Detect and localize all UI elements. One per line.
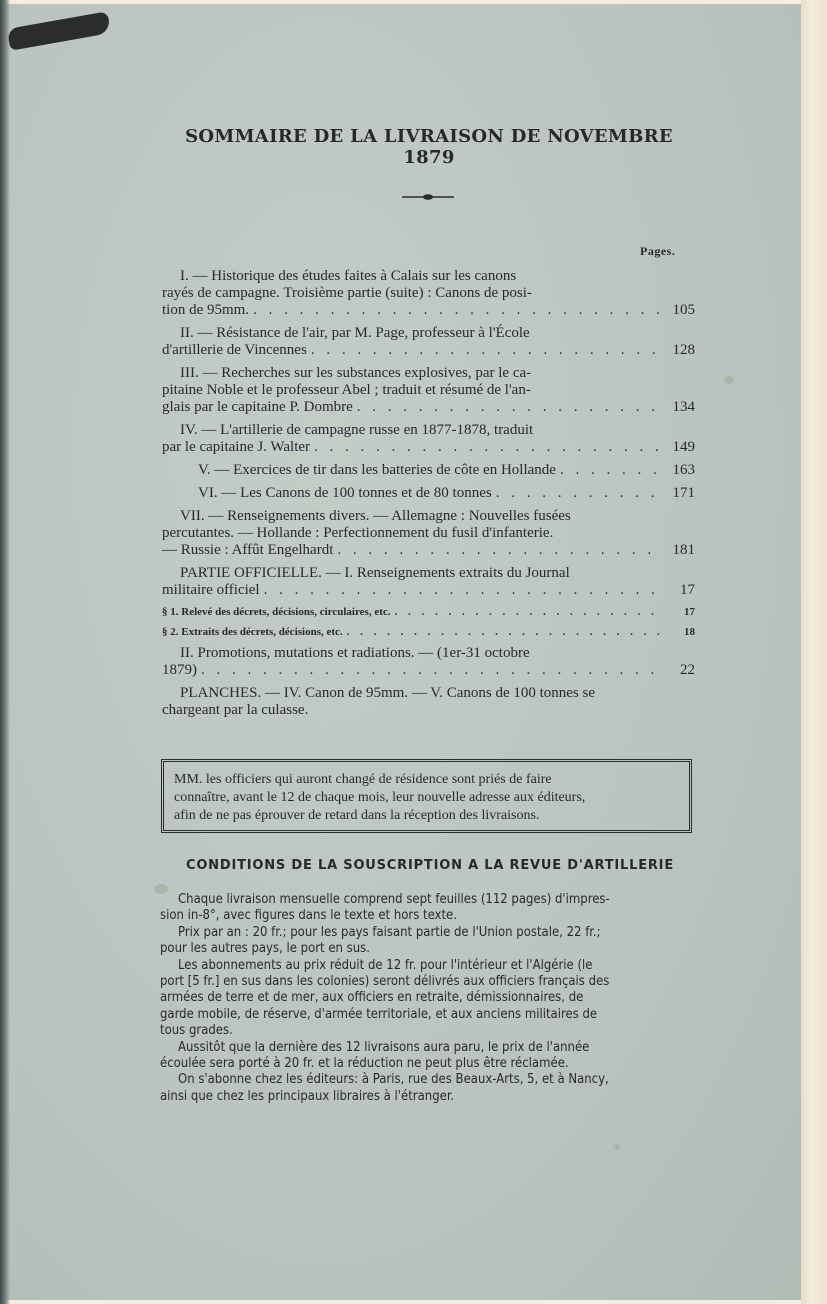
dot-leader — [347, 625, 659, 639]
toc-page-number: 149 — [672, 439, 695, 455]
toc-entry — [162, 625, 695, 639]
table-of-contents — [162, 268, 695, 725]
conditions-body — [160, 892, 695, 1105]
dot-leader — [357, 399, 659, 416]
toc-entry — [162, 508, 695, 559]
dot-leader — [253, 302, 659, 319]
conditions-paragraph — [160, 892, 695, 925]
conditions-line: garde mobile, de réserve, d'armée territoriale, et aux anciens militaires de — [160, 1006, 598, 1022]
conditions-paragraph — [160, 958, 695, 1040]
toc-entry-text: pitaine Noble et le professeur Abel ; traduit et résumé de l'an- — [162, 382, 531, 398]
toc-entry — [162, 462, 695, 479]
conditions-paragraph — [160, 1072, 695, 1105]
toc-entry-text: VI. — Les Canons de 100 tonnes et de 80 tonnes — [198, 485, 492, 501]
toc-entry-text: militaire officiel — [162, 582, 260, 598]
toc-entry-text: VII. — Renseignements divers. — Allemagne : Nouvelles fusées — [180, 508, 571, 524]
toc-page-number: 22 — [680, 662, 695, 678]
notice-line: afin de ne pas éprouver de retard dans la réception des livraisons. — [174, 808, 540, 823]
toc-entry-text: § 1. Relevé des décrets, décisions, circulaires, etc. — [162, 606, 391, 618]
toc-page-number: 163 — [672, 462, 695, 478]
toc-entry — [162, 605, 695, 619]
conditions-line: tous grades. — [160, 1023, 233, 1039]
toc-page-number: 17 — [684, 606, 695, 618]
page-binding-shadow — [0, 0, 10, 1304]
toc-entry-text: percutantes. — Hollande : Perfectionnement du fusil d'infanterie. — [162, 525, 554, 541]
toc-entry — [162, 325, 695, 359]
dot-leader — [311, 342, 659, 359]
toc-page-number: 105 — [672, 302, 695, 318]
notice-line: MM. les officiers qui auront changé de résidence sont priés de faire — [174, 772, 552, 787]
toc-entry — [162, 485, 695, 502]
conditions-line: Prix par an : 20 fr.; pour les pays faisant partie de l'Union postale, 22 fr.; — [178, 924, 601, 940]
toc-entry-text: par le capitaine J. Walter — [162, 439, 311, 455]
toc-entry — [162, 268, 695, 319]
conditions-line: Aussitôt que la dernière des 12 livraisons aura paru, le prix de l'année — [178, 1039, 590, 1055]
toc-entry-text: IV. — L'artillerie de campagne russe en 1877-1878, traduit — [180, 422, 534, 438]
toc-entry-text: rayés de campagne. Troisième partie (suite) : Canons de posi- — [162, 285, 532, 301]
notice-line: connaître, avant le 12 de chaque mois, leur nouvelle adresse aux éditeurs, — [174, 790, 586, 805]
toc-entry-text: 1879) — [162, 662, 197, 678]
page-title: SOMMAIRE DE LA LIVRAISON DE NOVEMBRE 1879 — [185, 126, 673, 168]
toc-page-number: 134 — [672, 399, 695, 415]
conditions-paragraph — [160, 925, 695, 958]
ornament-divider-icon — [402, 190, 454, 204]
conditions-paragraph — [160, 1040, 695, 1073]
dot-leader — [264, 582, 659, 599]
dot-leader — [496, 485, 659, 502]
toc-entry-text: PLANCHES. — IV. Canon de 95mm. — V. Canons de 100 tonnes se — [180, 685, 596, 701]
conditions-line: sion in-8°, avec figures dans le texte et hors texte. — [160, 908, 457, 924]
conditions-line: On s'abonne chez les éditeurs: à Paris, rue des Beaux-Arts, 5, et à Nancy, — [178, 1072, 609, 1088]
toc-page-number: 171 — [672, 485, 695, 501]
page-edge — [801, 0, 827, 1304]
conditions-line: pour les autres pays, le port en sus. — [160, 941, 370, 957]
conditions-line: port [5 fr.] en sus dans les colonies) seront délivrés aux officiers français des — [160, 974, 610, 990]
conditions-line: écoulée sera porté à 20 fr. et la réduction ne peut plus être réclamée. — [160, 1056, 569, 1072]
toc-page-number: 181 — [672, 542, 695, 558]
conditions-line: Les abonnements au prix réduit de 12 fr. pour l'intérieur et l'Algérie (le — [178, 957, 593, 973]
pages-column-label: Pages. — [640, 244, 676, 258]
toc-entry-text: I. — Historique des études faites à Calais sur les canons — [180, 268, 517, 284]
toc-entry-text: III. — Recherches sur les substances explosives, par le ca- — [180, 365, 532, 381]
toc-entry-text: II. Promotions, mutations et radiations. — (1er-31 octobre — [180, 645, 530, 661]
toc-entry — [162, 645, 695, 679]
toc-page-number: 128 — [672, 342, 695, 358]
toc-page-number: 18 — [684, 626, 695, 638]
notice-box — [161, 759, 692, 833]
toc-page-number: 17 — [680, 582, 695, 598]
paper-stain — [614, 1144, 620, 1150]
toc-entry-text: glais par le capitaine P. Dombre — [162, 399, 353, 415]
toc-entry — [162, 565, 695, 599]
conditions-heading: CONDITIONS DE LA SOUSCRIPTION A LA REVUE D'ARTILLERIE — [185, 858, 674, 873]
conditions-line: Chaque livraison mensuelle comprend sept feuilles (112 pages) d'impres- — [178, 892, 610, 907]
dot-leader — [337, 542, 659, 559]
toc-entry-text: § 2. Extraits des décrets, décisions, etc. — [162, 626, 343, 638]
conditions-line: ainsi que chez les principaux libraires à l'étranger. — [160, 1088, 455, 1104]
dot-leader — [395, 605, 659, 619]
toc-entry — [162, 685, 695, 719]
toc-entry-text: — Russie : Affût Engelhardt — [162, 542, 334, 558]
toc-entry-text: chargeant par la culasse. — [162, 702, 309, 718]
toc-entry — [162, 365, 695, 416]
dot-leader — [201, 662, 659, 679]
toc-entry-text: d'artillerie de Vincennes — [162, 342, 307, 358]
dot-leader — [560, 462, 659, 479]
toc-entry-text: II. — Résistance de l'air, par M. Page, professeur à l'École — [180, 325, 530, 341]
conditions-line: armées de terre et de mer, aux officiers en retraite, démissionnaires, de — [160, 990, 584, 1006]
toc-entry-text: PARTIE OFFICIELLE. — I. Renseignements extraits du Journal — [180, 565, 570, 581]
toc-entry-text: V. — Exercices de tir dans les batteries de côte en Hollande — [198, 462, 556, 478]
toc-entry-text: tion de 95mm. — [162, 302, 250, 318]
toc-entry — [162, 422, 695, 456]
paper-stain — [724, 376, 734, 384]
dot-leader — [314, 439, 659, 456]
